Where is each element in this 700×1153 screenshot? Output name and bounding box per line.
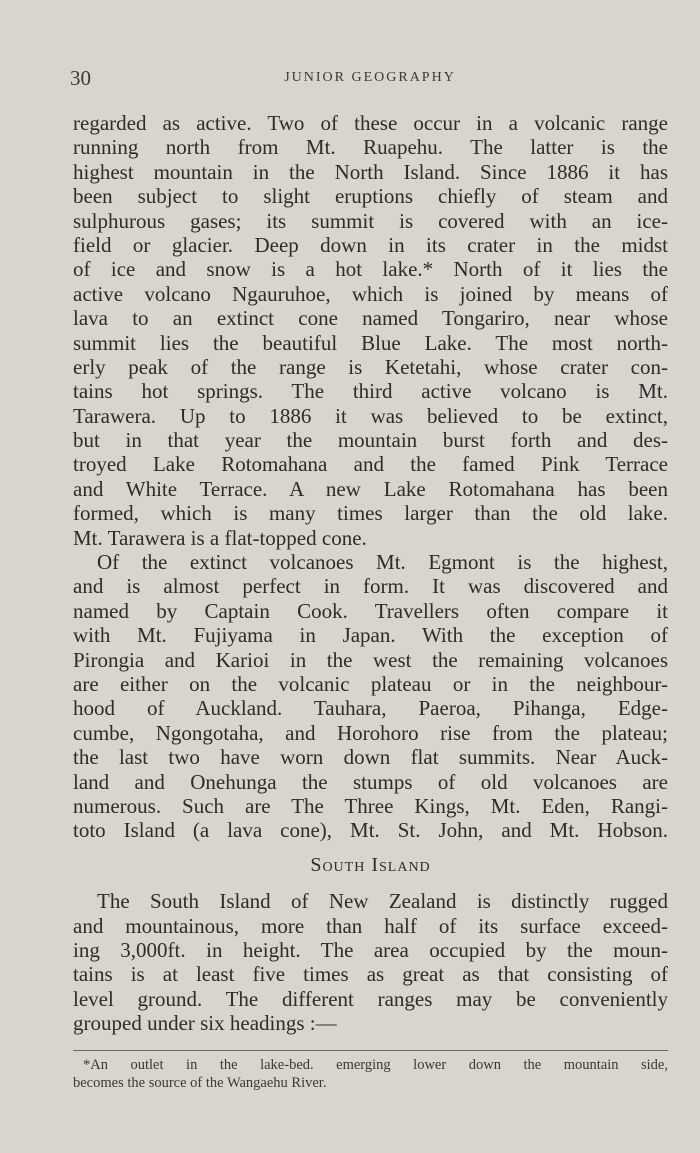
text-line: The South Island of New Zealand is distinctly rugged [97, 889, 668, 914]
text-line: numerous. Such are The Three Kings, Mt. Eden, Rangi- [73, 793, 668, 818]
text-line: and White Terrace. A new Lake Rotomahana has been [73, 476, 668, 501]
text-line: cumbe, Ngongotaha, and Horohoro rise from the plateau; [73, 720, 668, 745]
footnote-divider [73, 1050, 668, 1051]
text-line: of ice and snow is a hot lake.* North of it lies the [73, 257, 668, 282]
text-line: lava to an extinct cone named Tongariro, near whose [73, 306, 668, 331]
text-line: the last two have worn down flat summits. Near Auck- [73, 745, 668, 770]
paragraph-2 [73, 550, 668, 843]
text-line: but in that year the mountain burst forth and des- [73, 428, 668, 453]
text-line: tains is at least five times as great as that consisting of [73, 962, 668, 987]
text-line: highest mountain in the North Island. Since 1886 it has [73, 159, 668, 184]
text-line: Of the extinct volcanoes Mt. Egmont is the highest, [97, 550, 668, 575]
footnote-line: becomes the source of the Wangaehu River. [73, 1075, 327, 1091]
text-line: Pirongia and Karioi in the west the remaining volcanoes [73, 647, 668, 672]
text-line: Tarawera. Up to 1886 it was believed to be extinct, [73, 403, 668, 428]
text-line: and is almost perfect in form. It was discovered and [73, 574, 668, 599]
text-line: and mountainous, more than half of its surface exceed- [73, 913, 668, 938]
paragraph-1 [73, 111, 668, 550]
text-line: toto Island (a lava cone), Mt. St. John, and Mt. Hobson. [73, 818, 668, 843]
text-line: troyed Lake Rotomahana and the famed Pink Terrace [73, 452, 668, 477]
text-line: summit lies the beautiful Blue Lake. The most north- [73, 330, 668, 355]
text-line: level ground. The different ranges may be conveniently [73, 986, 668, 1011]
text-line: grouped under six headings :— [73, 1011, 337, 1036]
section-heading: South Island [310, 853, 431, 876]
text-line: Mt. Tarawera is a flat-topped cone. [73, 525, 367, 550]
running-head: JUNIOR GEOGRAPHY [284, 70, 456, 85]
page-header [70, 66, 670, 92]
text-line: with Mt. Fujiyama in Japan. With the exception of [73, 623, 668, 648]
footnote [73, 1056, 668, 1092]
paragraph-3 [73, 889, 668, 1035]
text-line: been subject to slight eruptions chiefly of steam and [73, 184, 668, 209]
text-line: field or glacier. Deep down in its crater in the midst [73, 232, 668, 257]
text-line: erly peak of the range is Ketetahi, whose crater con- [73, 354, 668, 379]
text-line: regarded as active. Two of these occur in a volcanic range [73, 111, 668, 135]
page-number: 30 [70, 66, 91, 90]
footnote-line: *An outlet in the lake-bed. emerging lower down the mountain side, [83, 1057, 668, 1073]
text-line: sulphurous gases; its summit is covered with an ice- [73, 208, 668, 233]
text-line: ing 3,000ft. in height. The area occupied by the moun- [73, 937, 668, 962]
text-line: running north from Mt. Ruapehu. The latter is the [73, 135, 668, 160]
body-text [73, 111, 668, 1035]
text-line: active volcano Ngauruhoe, which is joined by means of [73, 281, 668, 306]
text-line: are either on the volcanic plateau or in the neighbour- [73, 671, 668, 696]
text-line: land and Onehunga the stumps of old volcanoes are [73, 769, 668, 794]
text-line: named by Captain Cook. Travellers often compare it [73, 598, 668, 623]
text-line: hood of Auckland. Tauhara, Paeroa, Pihanga, Edge- [73, 696, 668, 721]
text-line: formed, which is many times larger than the old lake. [73, 501, 668, 526]
text-line: tains hot springs. The third active volcano is Mt. [73, 379, 668, 404]
